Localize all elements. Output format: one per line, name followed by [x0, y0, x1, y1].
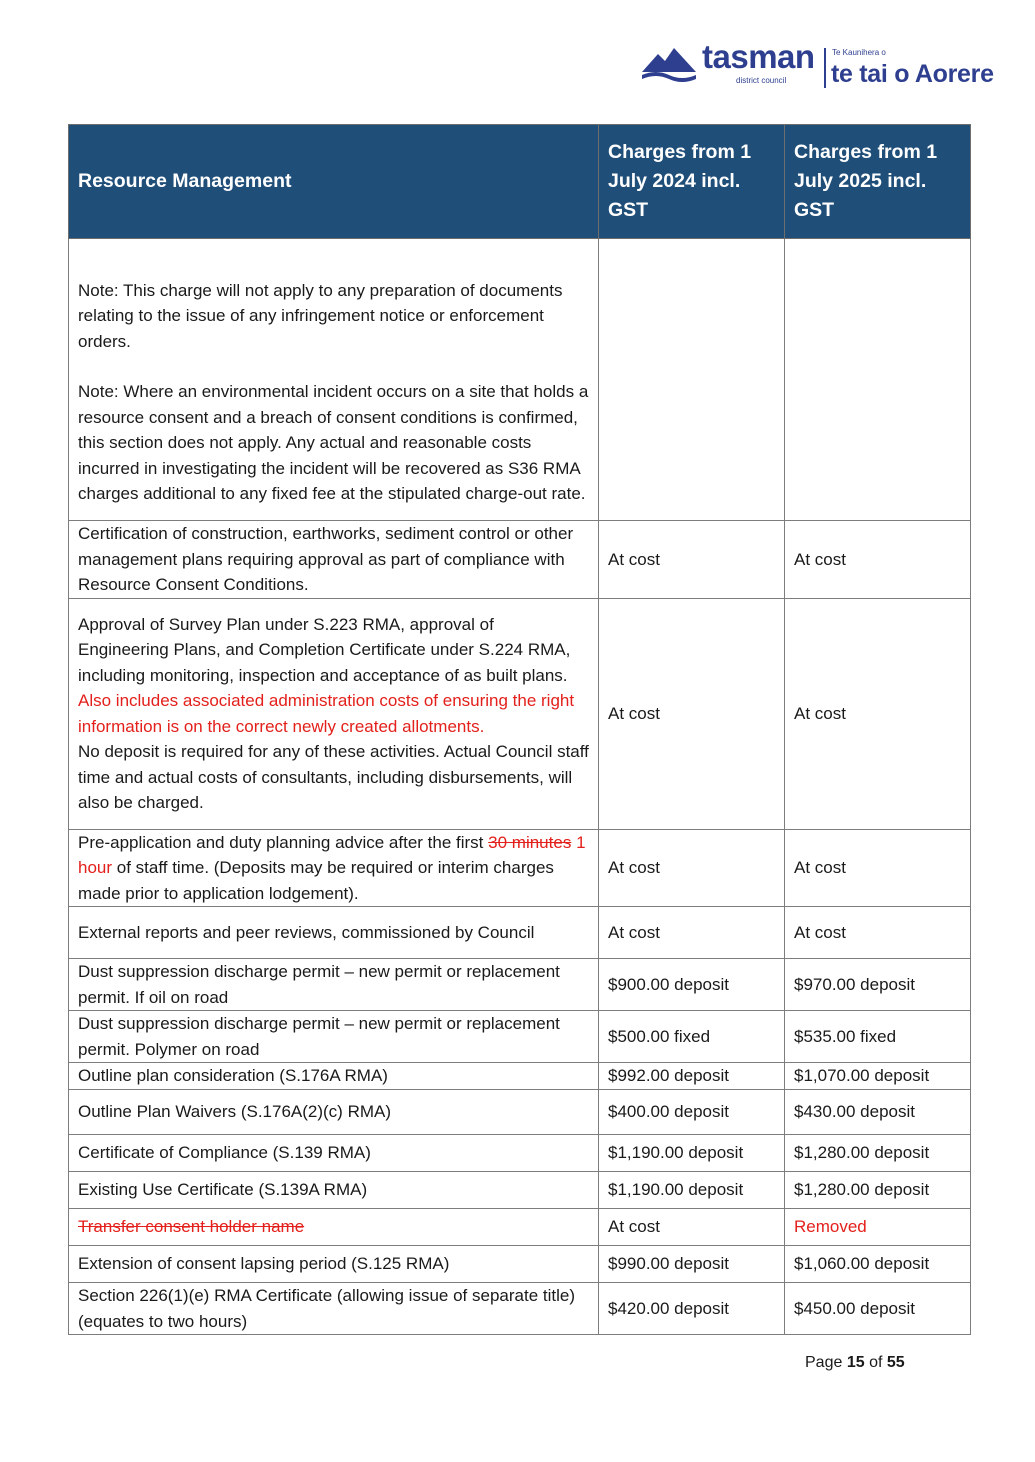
row-charge-2024: $992.00 deposit: [599, 1063, 785, 1090]
logo-maori-name: te tai o Aorere: [831, 60, 994, 88]
logo-subtitle: district council: [736, 76, 787, 85]
table-row: [69, 1209, 971, 1246]
preapp-struck-text: 30 minutes: [488, 832, 572, 852]
row-charge-2025: At cost: [785, 907, 971, 959]
row-charge-2025: $1,280.00 deposit: [785, 1172, 971, 1209]
row-description: Transfer consent holder name: [69, 1209, 599, 1246]
notes-cell-2025: [785, 239, 971, 521]
row-charge-2025: $970.00 deposit: [785, 959, 971, 1011]
page-total: 55: [886, 1354, 905, 1371]
row-description: External reports and peer reviews, commissioned by Council: [69, 907, 599, 959]
row-description: Section 226(1)(e) RMA Certificate (allowing issue of separate title) (equates to two hours): [69, 1283, 599, 1335]
row-description: Certificate of Compliance (S.139 RMA): [69, 1135, 599, 1172]
row-charge-2025: $450.00 deposit: [785, 1283, 971, 1335]
survey-desc-added-text: Also includes associated administration costs of ensuring the right information is on the correct newly created allotments.: [78, 691, 575, 736]
table-row: [69, 1011, 971, 1063]
row-charge-2025: At cost: [785, 829, 971, 907]
logo-maori-small: Te Kaunihera o: [832, 48, 886, 57]
row-charge-2024: At cost: [599, 598, 785, 829]
row-charge-2025: $1,070.00 deposit: [785, 1063, 971, 1090]
mountain-logo-icon: [640, 42, 698, 84]
logo-divider: [824, 48, 826, 88]
row-charge-2025: At cost: [785, 598, 971, 829]
row-description: Outline plan consideration (S.176A RMA): [69, 1063, 599, 1090]
notes-cell: [69, 239, 599, 521]
table-row: [69, 907, 971, 959]
row-charge-2024: $990.00 deposit: [599, 1246, 785, 1283]
page-of-label: of: [869, 1354, 883, 1371]
council-logo: [640, 38, 1002, 96]
row-charge-2024: $1,190.00 deposit: [599, 1172, 785, 1209]
preapp-inserted-text: 1 hour: [78, 832, 586, 877]
survey-desc-text: Approval of Survey Plan under S.223 RMA, approval of Engineering Plans, and Completion Certificate under S.224 RMA, including monitoring, inspection and acceptance of as built plans.: [78, 614, 571, 685]
preapp-desc-text: Pre-application and duty planning advice after the first: [78, 832, 484, 852]
preapp-desc-rest: of staff time. (Deposits may be required or interim charges made prior to application lodgement).: [78, 858, 554, 903]
header-charges-2025: Charges from 1 July 2025 incl. GST: [785, 125, 971, 239]
survey-desc-deposit-note: No deposit is required for any of these activities. Actual Council staff time and actual costs of consultants, including disbursements, will also be charged.: [78, 742, 589, 812]
row-charge-2025: $1,280.00 deposit: [785, 1135, 971, 1172]
table-row-notes: [69, 239, 971, 521]
table-row: [69, 1246, 971, 1283]
row-description: Certification of construction, earthworks, sediment control or other management plans requiring approval as part of compliance with Resource Consent Conditions.: [69, 521, 599, 599]
notes-cell-2024: [599, 239, 785, 521]
table-row: [69, 1172, 971, 1209]
page-label: Page: [805, 1354, 843, 1371]
resource-management-fees-table: [68, 124, 971, 1335]
row-description: Dust suppression discharge permit – new permit or replacement permit. Polymer on road: [69, 1011, 599, 1063]
table-row: [69, 1090, 971, 1135]
logo-brand: tasman: [702, 38, 815, 75]
table-row: [69, 1283, 971, 1335]
row-charge-2025: $535.00 fixed: [785, 1011, 971, 1063]
row-charge-2024: $400.00 deposit: [599, 1090, 785, 1135]
note-infringement: Note: This charge will not apply to any preparation of documents relating to the issue of any infringement notice or enforcement orders.: [78, 280, 563, 351]
row-charge-2024: At cost: [599, 829, 785, 907]
row-charge-2025: Removed: [785, 1209, 971, 1246]
row-description: Dust suppression discharge permit – new permit or replacement permit. If oil on road: [69, 959, 599, 1011]
row-charge-2024: $420.00 deposit: [599, 1283, 785, 1335]
row-charge-2025: At cost: [785, 521, 971, 599]
row-description: Extension of consent lapsing period (S.125 RMA): [69, 1246, 599, 1283]
table-header-row: [69, 125, 971, 239]
row-description: Existing Use Certificate (S.139A RMA): [69, 1172, 599, 1209]
row-description: [69, 829, 599, 907]
row-description: Outline Plan Waivers (S.176A(2)(c) RMA): [69, 1090, 599, 1135]
table-row: [69, 598, 971, 829]
row-charge-2024: At cost: [599, 907, 785, 959]
page-number: [805, 1354, 905, 1372]
row-charge-2024: At cost: [599, 1209, 785, 1246]
table-row: [69, 829, 971, 907]
header-charges-2024: Charges from 1 July 2024 incl. GST: [599, 125, 785, 239]
table-row: [69, 959, 971, 1011]
row-charge-2025: $1,060.00 deposit: [785, 1246, 971, 1283]
header-resource-management: Resource Management: [69, 125, 599, 239]
row-charge-2024: $500.00 fixed: [599, 1011, 785, 1063]
row-charge-2024: $900.00 deposit: [599, 959, 785, 1011]
table-row: [69, 1063, 971, 1090]
row-charge-2024: At cost: [599, 521, 785, 599]
row-description: [69, 598, 599, 829]
page-current: 15: [846, 1354, 865, 1371]
row-charge-2025: $430.00 deposit: [785, 1090, 971, 1135]
row-charge-2024: $1,190.00 deposit: [599, 1135, 785, 1172]
table-row: [69, 1135, 971, 1172]
note-environmental-incident: Note: Where an environmental incident occurs on a site that holds a resource consent and a breach of consent conditions is confirmed, this section does not apply. Any actual and reasonable costs incurred in investigating the incident will be recovered as S36 RMA charges additional to any fixed fee at the stipulated charge-out rate.: [78, 382, 589, 503]
table-row: [69, 521, 971, 599]
